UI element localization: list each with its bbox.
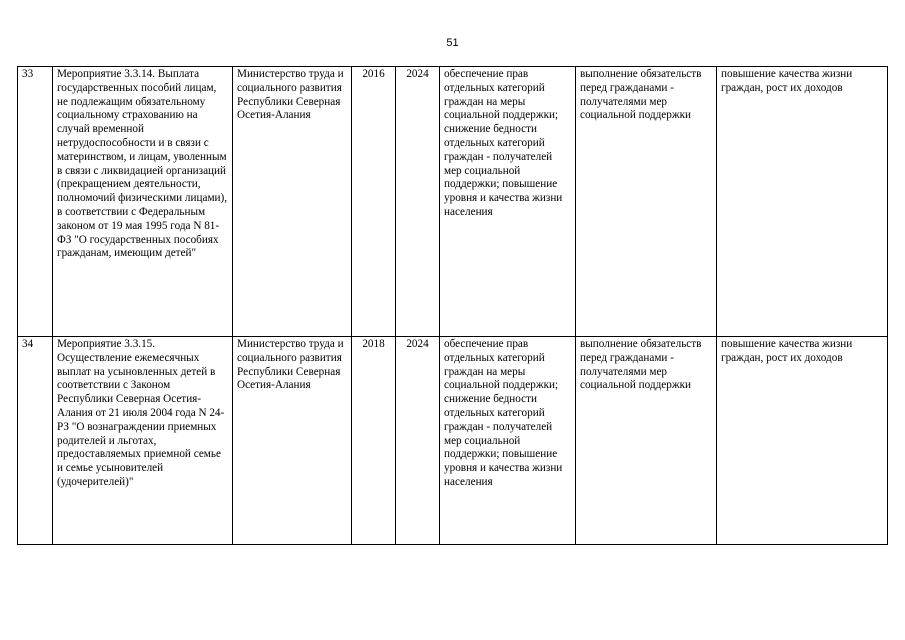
link-cell: повышение качества жизни граждан, рост их доходов (717, 67, 888, 337)
result-cell: обеспечение прав отдельных категорий граждан на меры социальной поддержки; снижение бедности отдельных категорий граждан - получателей мер социальной поддержки; повышение уровня и качества жизни населения (440, 67, 576, 337)
table-row (18, 337, 888, 545)
year-end-cell: 2024 (396, 67, 440, 337)
consequence-cell: выполнение обязательств перед гражданами - получателями мер социальной поддержки (576, 337, 717, 545)
table-row (18, 67, 888, 337)
measures-table (17, 66, 888, 545)
event-cell: Мероприятие 3.3.15. Осуществление ежемесячных выплат на усыновленных детей в соответствии с Законом Республики Северная Осетия-Алания от 21 июля 2004 года N 24-РЗ "О вознаграждении приемных родителей и льготах, предоставляемых приемной семье и семье усыновителей (удочерителей)" (53, 337, 233, 545)
year-start-cell: 2018 (352, 337, 396, 545)
result-cell: обеспечение прав отдельных категорий граждан на меры социальной поддержки; снижение бедности отдельных категорий граждан - получателей мер социальной поддержки; повышение уровня и качества жизни населения (440, 337, 576, 545)
consequence-cell: выполнение обязательств перед гражданами - получателями мер социальной поддержки (576, 67, 717, 337)
row-number: 34 (18, 337, 53, 545)
event-cell: Мероприятие 3.3.14. Выплата государственных пособий лицам, не подлежащим обязательному социальному страхованию на случай временной нетрудоспособности и в связи с материнством, и лицам, уволенным в связи с ликвидацией организаций (прекращением деятельности, полномочий физическими лицами), в соответствии с Федеральным законом от 19 мая 1995 года N 81-ФЗ "О государственных пособиях гражданам, имеющим детей" (53, 67, 233, 337)
executor-cell: Министерство труда и социального развития Республики Северная Осетия-Алания (233, 67, 352, 337)
row-number: 33 (18, 67, 53, 337)
year-start-cell: 2016 (352, 67, 396, 337)
page-number: 51 (446, 37, 459, 49)
link-cell: повышение качества жизни граждан, рост их доходов (717, 337, 888, 545)
year-end-cell: 2024 (396, 337, 440, 545)
executor-cell: Министерство труда и социального развития Республики Северная Осетия-Алания (233, 337, 352, 545)
